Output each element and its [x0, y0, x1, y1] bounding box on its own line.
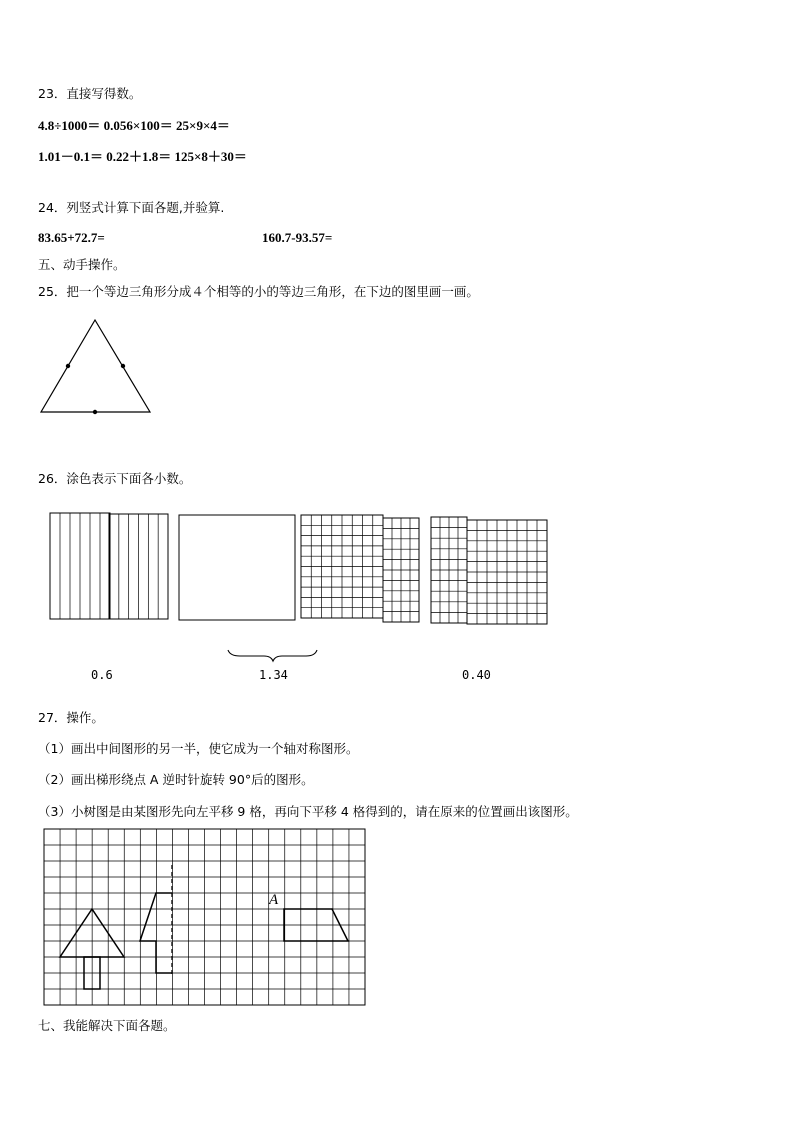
q27-item1: （1）画出中间图形的另一半，使它成为一个轴对称图形。	[38, 741, 359, 756]
q27-item2: （2）画出梯形绕点 A 逆时针旋转 90°后的图形。	[38, 772, 314, 787]
q24-title: 24．列竖式计算下面各题,并验算.	[38, 200, 225, 215]
q27-item3: （3）小树图是由某图形先向左平移 9 格，再向下平移 4 格得到的，请在原来的位置画出该图形。	[38, 804, 578, 819]
q26-title: 26．涂色表示下面各小数。	[38, 471, 192, 486]
label-0-40: 0.40	[462, 668, 491, 682]
q24-expr2: 160.7-93.57=	[262, 230, 333, 245]
q23-row2: 1.01－0.1＝ 0.22＋1.8＝ 125×8＋30＝	[38, 149, 247, 164]
q24-expr1: 83.65+72.7=	[38, 230, 105, 245]
label-0-6: 0.6	[91, 668, 113, 682]
q25-title: 25．把一个等边三角形分成４个相等的小的等边三角形，在下边的图里画一画。	[38, 284, 479, 299]
point-a-label: A	[269, 892, 279, 908]
q23-title: 23．直接写得数。	[38, 86, 142, 101]
label-1-34: 1.34	[259, 668, 288, 682]
q27-title: 27．操作。	[38, 710, 104, 725]
section-7-heading: 七、我能解决下面各题。	[38, 1018, 176, 1033]
q23-row1: 4.8÷1000＝ 0.056×100＝ 25×9×4＝	[38, 118, 230, 133]
section-5-heading: 五、动手操作。	[38, 257, 126, 272]
coordinate-grid	[44, 829, 365, 1005]
